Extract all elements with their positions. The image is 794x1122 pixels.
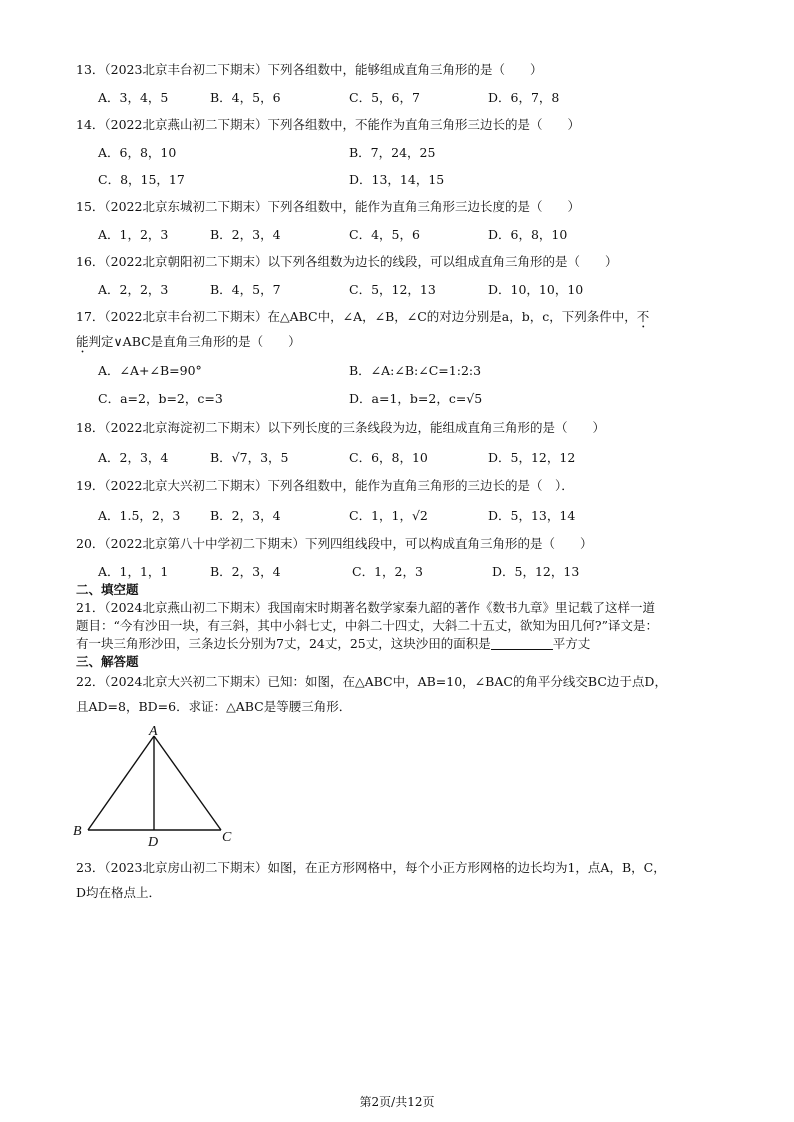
section-heading-solutions: 三、解答题: [76, 654, 139, 669]
q14-option-a: A．6，8，10: [98, 145, 177, 160]
label-d: D: [148, 835, 159, 850]
q13-option-c: C．5，6，7: [349, 90, 420, 105]
q15-option-c: C．4，5，6: [349, 227, 420, 242]
q19-option-a: A．1.5，2，3: [98, 508, 181, 523]
q15-option-d: D．6，8，10: [488, 227, 568, 242]
q15-option-a: A．1，2，3: [98, 227, 169, 242]
q13-option-a: A．3，4，5: [98, 90, 169, 105]
q15-option-b: B．2，3，4: [210, 227, 281, 242]
question-22-line1: 22．（2024北京大兴初二下期末）已知：如图，在△ABC中，AB=10，∠BAC的角平分线交BC边于点D，: [76, 674, 667, 689]
question-20-stem: 20．（2022北京第八十中学初二下期末）下列四组线段中，可以构成直角三角形的是（ ）: [76, 536, 593, 551]
question-21-line3: [76, 635, 590, 653]
question-21-line1: 21．（2024北京燕山初二下期末）我国南宋时期著名数学家秦九韶的著作《数书九章》里记载了这样一道: [76, 600, 655, 615]
question-17-stem-line1: [76, 308, 649, 331]
segment-ab: [88, 736, 154, 830]
label-a: A: [149, 724, 158, 739]
q14-option-b: B．7，24，25: [349, 145, 436, 160]
label-b: B: [73, 824, 82, 839]
q17-emphasis-can: 能: [76, 334, 89, 349]
q17-option-c: C．a=2，b=2，c=3: [98, 391, 223, 406]
question-19-stem: 19．（2022北京大兴初二下期末）下列各组数中，能作为直角三角形的三边长的是（ ）．: [76, 478, 574, 493]
q16-option-a: A．2，2，3: [98, 282, 169, 297]
question-23-line2: D均在格点上．: [76, 885, 162, 900]
q14-option-d: D．13，14，15: [349, 172, 445, 187]
question-16-stem: 16．（2022北京朝阳初二下期末）以下列各组数为边长的线段，可以组成直角三角形的是（ ）: [76, 254, 618, 269]
q17-emphasis-not: 不: [636, 309, 650, 324]
question-14-stem: 14．（2022北京燕山初二下期末）下列各组数中，不能作为直角三角形三边长的是（ ）: [76, 117, 580, 132]
q21-line3-text: 有一块三角形沙田，三条边长分别为7丈，24丈，25丈，这块沙田的面积是: [76, 636, 491, 651]
q17-option-b: B．∠A:∠B:∠C=1:2:3: [349, 363, 482, 378]
q16-option-b: B．4，5，7: [210, 282, 281, 297]
q19-option-d: D．5，13，14: [488, 508, 576, 523]
q18-option-a: A．2，3，4: [98, 450, 169, 465]
q20-option-d: D．5，12，13: [492, 564, 580, 579]
label-c: C: [222, 830, 232, 845]
segment-ac: [154, 736, 221, 830]
q19-option-c: C．1，1，√2: [349, 508, 428, 523]
question-13-stem: 13．（2023北京丰台初二下期末）下列各组数中，能够组成直角三角形的是（ ）: [76, 62, 543, 77]
page-footer: 第2页/共12页: [359, 1095, 435, 1109]
q17-stem-text: 17．（2022北京丰台初二下期末）在△ABC中，∠A，∠B，∠C的对边分别是a，b，c，下列条件中，: [76, 309, 637, 324]
question-22-line2: 且AD=8，BD=6．求证：△ABC是等腰三角形．: [76, 699, 352, 714]
question-18-stem: 18．（2022北京海淀初二下期末）以下列长度的三条线段为边，能组成直角三角形的是（ ）: [76, 420, 605, 435]
q16-option-c: C．5，12，13: [349, 282, 436, 297]
q14-option-c: C．8，15，17: [98, 172, 185, 187]
question-15-stem: 15．（2022北京东城初二下期末）下列各组数中，能作为直角三角形三边长度的是（ ）: [76, 199, 580, 214]
q18-option-b: B．√7，3，5: [210, 450, 289, 465]
q18-option-c: C．6，8，10: [349, 450, 428, 465]
q20-option-a: A．1，1，1: [98, 564, 169, 579]
question-23-line1: 23．（2023北京房山初二下期末）如图，在正方形网格中，每个小正方形网格的边长均为1，点A，B，C，: [76, 860, 666, 875]
q13-option-d: D．6，7，8: [488, 90, 560, 105]
q13-option-b: B．4，5，6: [210, 90, 281, 105]
answer-blank[interactable]: [491, 635, 553, 650]
q17-option-a: A．∠A+∠B=90°: [98, 363, 202, 378]
q17-stem-text-2: 判定∨ABC是直角三角形的是（ ）: [88, 334, 301, 349]
q20-option-b: B．2，3，4: [210, 564, 281, 579]
q18-option-d: D．5，12，12: [488, 450, 576, 465]
question-21-line2: 题目：“今有沙田一块，有三斜，其中小斜七丈，中斜二十四丈，大斜二十五丈，欲知为田几何?”译文是：: [76, 618, 658, 633]
q16-option-d: D．10，10，10: [488, 282, 584, 297]
triangle-figure: [0, 722, 794, 862]
q17-option-d: D．a=1，b=2，c=√5: [349, 391, 483, 406]
section-heading-fill-in: 二、填空题: [76, 582, 139, 597]
question-17-stem-line2: [76, 333, 301, 356]
q19-option-b: B．2，3，4: [210, 508, 281, 523]
q20-option-c: C．1，2，3: [352, 564, 423, 579]
q21-unit: 平方丈: [552, 636, 591, 651]
